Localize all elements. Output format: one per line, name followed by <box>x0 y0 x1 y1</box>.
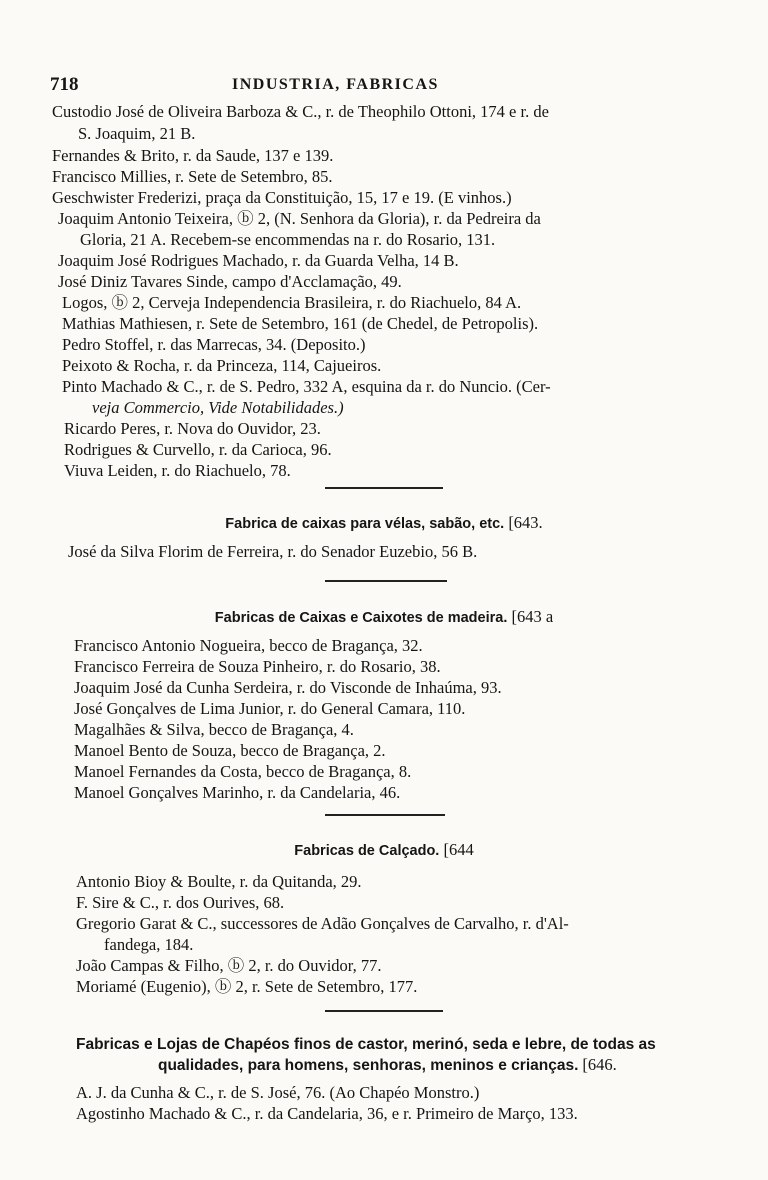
entry-line: Moriamé (Eugenio), ⓑ 2, r. Sete de Setembro, 177. <box>76 977 418 996</box>
section-ref: [644 <box>443 840 474 859</box>
entry-line: Joaquim José Rodrigues Machado, r. da Guarda Velha, 14 B. <box>58 251 459 270</box>
section-title: Fabricas de Caixas e Caixotes de madeira. <box>214 610 508 626</box>
entry-line: Manoel Gonçalves Marinho, r. da Candelaria, 46. <box>74 783 401 802</box>
entry-line: A. J. da Cunha & C., r. de S. José, 76. (Ao Chapéo Monstro.) <box>76 1083 480 1102</box>
entry-line: Logos, ⓑ 2, Cerveja Independencia Brasileira, r. do Riachuelo, 84 A. <box>62 293 522 312</box>
page-header <box>50 74 710 98</box>
section-title: Fabrica de caixas para vélas, sabão, etc. <box>225 516 505 532</box>
entry-line: Joaquim Antonio Teixeira, ⓑ 2, (N. Senhora da Gloria), r. da Pedreira da <box>58 209 541 228</box>
entry-line: Manoel Bento de Souza, becco de Bragança, 2. <box>74 741 386 760</box>
entry-line: José Diniz Tavares Sinde, campo d'Acclamação, 49. <box>58 272 402 291</box>
entry-line: Francisco Antonio Nogueira, becco de Bragança, 32. <box>74 636 423 655</box>
section-ref: [643. <box>508 513 543 532</box>
entry-line: Joaquim José da Cunha Serdeira, r. do Visconde de Inhaúma, 93. <box>74 678 502 697</box>
section-heading <box>0 607 768 627</box>
entry-line: José da Silva Florim de Ferreira, r. do Senador Euzebio, 56 B. <box>68 542 478 561</box>
section-heading <box>0 513 768 533</box>
entry-line: Francisco Ferreira de Souza Pinheiro, r. do Rosario, 38. <box>74 657 441 676</box>
entry-line: S. Joaquim, 21 B. <box>78 124 196 143</box>
entry-line: Gloria, 21 A. Recebem-se encommendas na r. do Rosario, 131. <box>80 230 496 249</box>
entry-line: João Campas & Filho, ⓑ 2, r. do Ouvidor, 77. <box>76 956 382 975</box>
section-heading <box>158 1055 617 1076</box>
section-title: Fabricas e Lojas de Chapéos finos de castor, merinó, seda e lebre, de todas as <box>76 1036 656 1053</box>
section-title-continued: qualidades, para homens, senhoras, meninos e crianças. <box>158 1057 579 1074</box>
section-ref: [643 a <box>511 607 554 626</box>
entry-line: Magalhães & Silva, becco de Bragança, 4. <box>74 720 354 739</box>
section-divider <box>325 1010 443 1012</box>
entry-line: Gregorio Garat & C., successores de Adão Gonçalves de Carvalho, r. d'Al- <box>76 914 569 933</box>
entry-line: Pedro Stoffel, r. das Marrecas, 34. (Deposito.) <box>62 335 366 354</box>
entry-line: Rodrigues & Curvello, r. da Carioca, 96. <box>64 440 332 459</box>
entry-line: Custodio José de Oliveira Barboza & C., r. de Theophilo Ottoni, 174 e r. de <box>52 102 549 121</box>
entry-line: Peixoto & Rocha, r. da Princeza, 114, Cajueiros. <box>62 356 382 375</box>
entry-line: Francisco Millies, r. Sete de Setembro, 85. <box>52 167 333 186</box>
section-heading <box>0 840 768 860</box>
entry-line: Mathias Mathiesen, r. Sete de Setembro, 161 (de Chedel, de Petropolis). <box>62 314 539 333</box>
section-divider <box>325 814 445 816</box>
entry-line: Agostinho Machado & C., r. da Candelaria, 36, e r. Primeiro de Março, 133. <box>76 1104 578 1123</box>
section-divider <box>325 487 443 489</box>
section-divider <box>325 580 447 582</box>
entry-line: Manoel Fernandes da Costa, becco de Bragança, 8. <box>74 762 412 781</box>
entry-line: Antonio Bioy & Boulte, r. da Quitanda, 29. <box>76 872 362 891</box>
entry-line: Fernandes & Brito, r. da Saude, 137 e 139. <box>52 146 334 165</box>
entry-line: fandega, 184. <box>104 935 194 954</box>
section-title: Fabricas de Calçado. <box>294 843 440 859</box>
entry-line: veja Commercio, Vide Notabilidades.) <box>92 398 344 417</box>
entry-line: Pinto Machado & C., r. de S. Pedro, 332 A, esquina da r. do Nuncio. (Cer- <box>62 377 551 396</box>
section-ref: [646. <box>582 1055 617 1074</box>
running-title: INDUSTRIA, FABRICAS <box>232 76 439 93</box>
entry-line: José Gonçalves de Lima Junior, r. do General Camara, 110. <box>74 699 466 718</box>
entry-line: Viuva Leiden, r. do Riachuelo, 78. <box>64 461 291 480</box>
entry-line: Ricardo Peres, r. Nova do Ouvidor, 23. <box>64 419 321 438</box>
page-number: 718 <box>50 74 79 95</box>
entry-line: Geschwister Frederizi, praça da Constituição, 15, 17 e 19. (E vinhos.) <box>52 188 512 207</box>
entry-line: F. Sire & C., r. dos Ourives, 68. <box>76 893 285 912</box>
